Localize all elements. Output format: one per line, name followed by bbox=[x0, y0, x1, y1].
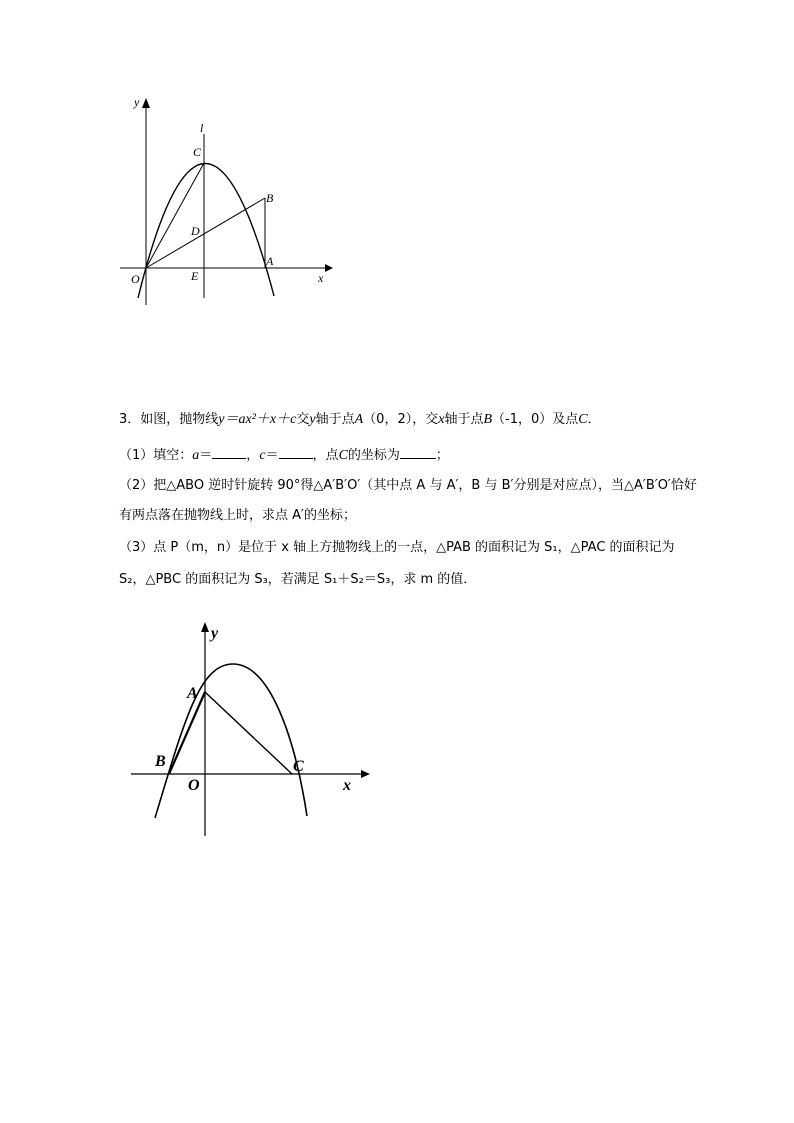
title-x: x bbox=[438, 412, 445, 427]
title-A: A bbox=[354, 412, 364, 427]
title-prefix: 如图，抛物线 bbox=[140, 412, 219, 427]
problem-title bbox=[119, 410, 601, 430]
q1-text: ，点 bbox=[312, 448, 339, 463]
label-A: A bbox=[187, 685, 198, 702]
title-mid2: 轴于点 bbox=[315, 412, 355, 427]
problem-number: 3． bbox=[119, 412, 141, 427]
title-A-coords: （0，2），交 bbox=[363, 412, 439, 427]
segment-AC bbox=[205, 692, 292, 774]
figure-2-graph bbox=[125, 618, 385, 843]
title-y: y bbox=[309, 412, 316, 427]
q1-a: a bbox=[192, 448, 200, 463]
question-3-line-2: S₂，△PBC 的面积记为 S₃，若满足 S₁＋S₂＝S₃，求 m 的值． bbox=[119, 572, 477, 587]
label-C: C bbox=[293, 758, 304, 775]
q1-C: C bbox=[338, 448, 348, 463]
y-axis-arrow bbox=[142, 98, 150, 108]
y-axis-arrow bbox=[201, 622, 209, 632]
label-x: x bbox=[343, 777, 351, 794]
title-C: C bbox=[578, 412, 588, 427]
figure-1 bbox=[110, 90, 340, 310]
segment-OB bbox=[146, 198, 265, 268]
label-l: l bbox=[200, 121, 204, 135]
label-B: B bbox=[266, 191, 274, 205]
q1-prefix: （1）填空： bbox=[119, 448, 193, 463]
segment-OC bbox=[146, 163, 204, 268]
title-mid1: 交 bbox=[296, 412, 310, 427]
question-2-line-2: 有两点落在抛物线上时，求点 A′的坐标； bbox=[119, 508, 356, 523]
q1-eq1: ＝ bbox=[199, 448, 213, 463]
label-y: y bbox=[211, 625, 219, 642]
question-2-line-1: （2）把△ABO 逆时针旋转 90°得△A′B′O′（其中点 A 与 A′，B 与 B′分别是对应点），当△A′B′O′恰好 bbox=[119, 478, 697, 493]
question-3-line-1: （3）点 P（m，n）是位于 x 轴上方抛物线上的一点，△PAB 的面积记为 S₁，△PAC 的面积记为 bbox=[119, 540, 675, 555]
label-O: O bbox=[188, 777, 200, 794]
label-O: O bbox=[131, 272, 140, 286]
q1-blank-coords[interactable] bbox=[400, 458, 436, 459]
title-B: B bbox=[483, 412, 493, 427]
label-E: E bbox=[191, 269, 199, 283]
title-mid3: 轴于点 bbox=[444, 412, 484, 427]
q1-end: ； bbox=[435, 448, 449, 463]
figure-1-graph bbox=[110, 90, 340, 310]
q1-blank-c[interactable] bbox=[279, 458, 313, 459]
x-axis-arrow bbox=[325, 264, 333, 272]
title-end: ． bbox=[587, 412, 601, 427]
figure-2 bbox=[125, 618, 385, 843]
q1-c: c bbox=[259, 448, 266, 463]
label-A: A bbox=[266, 254, 274, 268]
q1-text2: 的坐标为 bbox=[347, 448, 400, 463]
parabola bbox=[138, 163, 274, 298]
label-y: y bbox=[134, 95, 140, 109]
question-1 bbox=[119, 446, 449, 466]
segment-AB bbox=[169, 692, 205, 774]
title-B-coords: （-1，0）及点 bbox=[492, 412, 579, 427]
title-equation: y＝ax²＋x＋c bbox=[218, 412, 297, 427]
label-B: B bbox=[155, 753, 166, 770]
label-C: C bbox=[193, 145, 202, 159]
q1-comma: ， bbox=[246, 448, 260, 463]
q1-blank-a[interactable] bbox=[212, 458, 246, 459]
x-axis-arrow bbox=[361, 770, 370, 778]
label-x: x bbox=[318, 271, 324, 285]
parabola bbox=[155, 664, 307, 818]
label-D: D bbox=[191, 224, 200, 238]
q1-eq2: ＝ bbox=[265, 448, 279, 463]
